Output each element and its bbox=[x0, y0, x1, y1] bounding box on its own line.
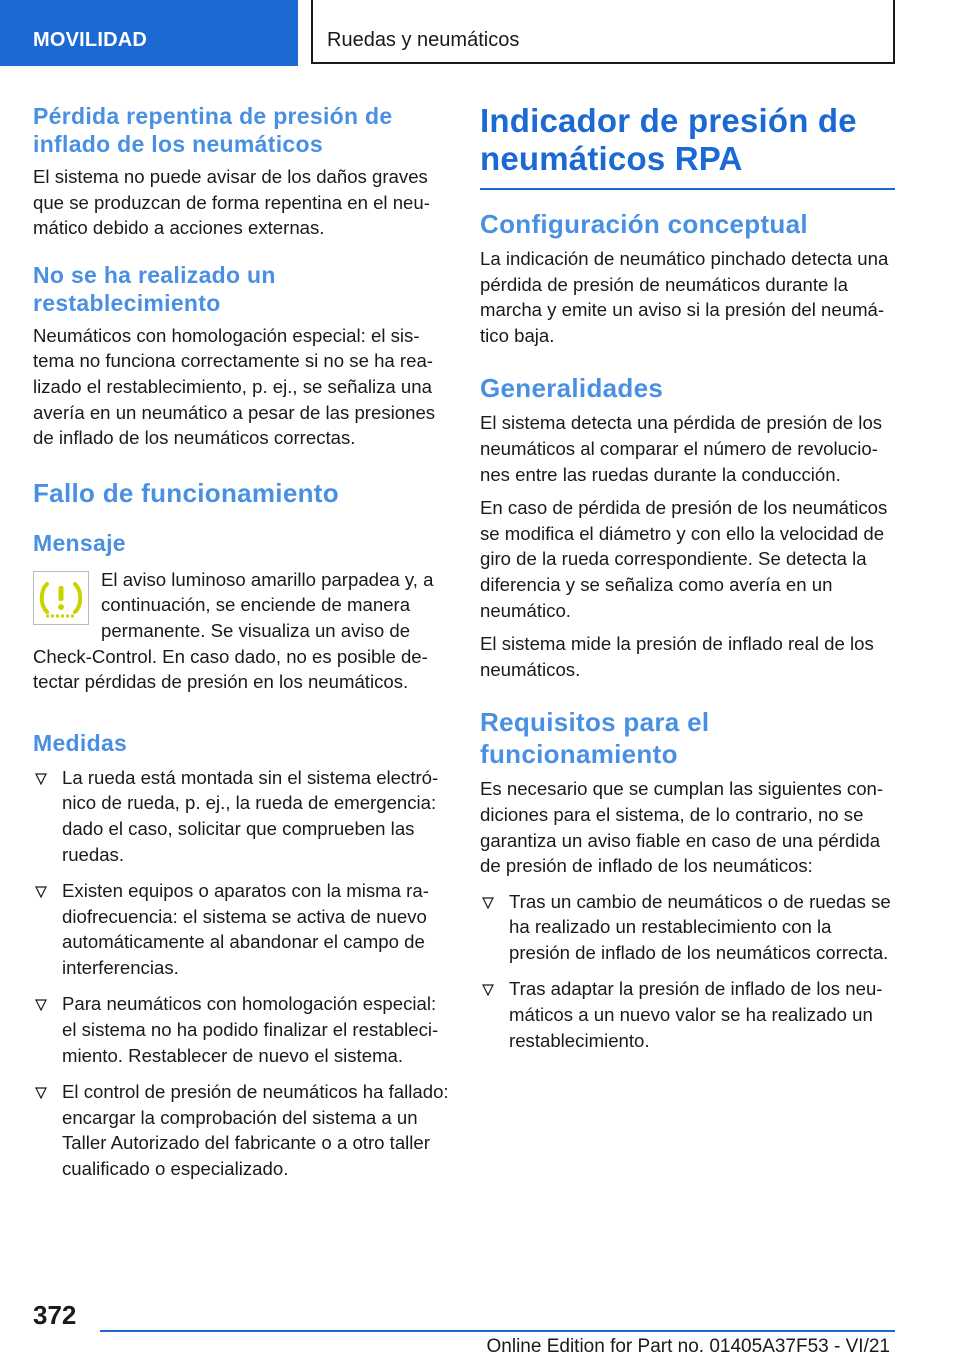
measure-text: Existen equipos o aparatos con la misma radiofrecuencia: el sistema se activa de nuevo automáticamente al abandonar el campo de interferencias. bbox=[62, 880, 429, 978]
page-header bbox=[0, 0, 960, 66]
text-message: El aviso luminoso amarillo parpadea y, a continuación, se enciende de manera permanente. Se visualiza un aviso de Check-Control. En caso dado, no es posible detectar pérdidas de presión en los neumáticos. bbox=[33, 568, 434, 693]
heading-concept: Configuración conceptual bbox=[480, 209, 808, 239]
left-column bbox=[33, 102, 449, 1193]
text-sudden-pressure-loss: El sistema no puede avisar de los daños graves que se produzcan de forma repentina en el neumático debido a acciones externas. bbox=[33, 166, 430, 239]
message-block bbox=[33, 567, 449, 695]
heading-measures: Medidas bbox=[33, 729, 128, 756]
footer-rule bbox=[100, 1330, 895, 1332]
requirement-text: Tras adaptar la presión de inflado de los neumáticos a un nuevo valor se ha realizado un restablecimiento. bbox=[509, 978, 883, 1051]
triangle-bullet-icon bbox=[35, 886, 47, 898]
heading-requirements: Requisitos para el funcionamiento bbox=[480, 707, 710, 770]
heading-no-reset: No se ha realizado un restablecimiento bbox=[33, 261, 276, 316]
chapter-title: Ruedas y neumáticos bbox=[311, 0, 895, 64]
page-number: 372 bbox=[33, 1300, 77, 1330]
text-requirements: Es necesario que se cumplan las siguientes condiciones para el sistema, de lo contrario, no se garantiza un aviso fiable en caso de una pérdida de presión de inflado de los neumáticos: bbox=[480, 778, 884, 877]
text-concept: La indicación de neumático pinchado detecta una pérdida de presión de neumáticos durante la marcha y emite un aviso si la presión del neumático baja. bbox=[480, 248, 889, 346]
tire-pressure-warning-icon bbox=[33, 571, 89, 625]
measure-text: La rueda está montada sin el sistema electrónico de rueda, p. ej., la rueda de emergencia: dado el caso, solicitar que comprueben las ruedas. bbox=[62, 766, 439, 865]
list-item bbox=[33, 1079, 449, 1181]
heading-general: Generalidades bbox=[480, 373, 664, 404]
triangle-bullet-icon bbox=[35, 773, 47, 785]
heading-sudden-pressure-loss: Pérdida repentina de presión de inflado de los neumáticos bbox=[33, 103, 393, 157]
list-item bbox=[33, 878, 449, 980]
title-rule bbox=[480, 188, 895, 190]
text-general-3: El sistema mide la presión de inflado real de los neumáticos. bbox=[480, 633, 874, 680]
list-item bbox=[33, 765, 449, 867]
triangle-bullet-icon bbox=[35, 1087, 47, 1099]
list-item bbox=[480, 889, 895, 966]
text-general-2: En caso de pérdida de presión de los neumáticos se modifica el diámetro y con ello la velocidad de giro de la rueda correspondiente. Se detecta la diferencia y se señaliza como avería en un neumático. bbox=[480, 497, 888, 621]
measures-list bbox=[33, 765, 449, 1182]
requirement-text: Tras un cambio de neumáticos o de ruedas se ha realizado un restablecimiento con la presión de inflado de los neumáticos correcta. bbox=[509, 890, 891, 963]
measure-text: El control de presión de neumáticos ha fallado: encargar la comprobación del sistema a un Taller Autorizado del fabricante o a otro taller cualificado o especializado. bbox=[62, 1081, 449, 1180]
list-item bbox=[33, 991, 449, 1068]
list-item bbox=[480, 976, 895, 1053]
measure-text: Para neumáticos con homologación especial: el sistema no ha podido finalizar el restablecimiento. Restablecer de nuevo el sistema. bbox=[62, 993, 439, 1066]
requirements-list bbox=[480, 889, 895, 1054]
main-title: Indicador de presión de neumáticos RPA bbox=[480, 102, 857, 177]
text-general-1: El sistema detecta una pérdida de presión de los neumáticos al comparar el número de revoluciones entre las ruedas durante la conducción. bbox=[480, 412, 883, 485]
triangle-bullet-icon bbox=[35, 999, 47, 1011]
triangle-bullet-icon bbox=[482, 897, 494, 909]
text-no-reset: Neumáticos con homologación especial: el sistema no funciona correctamente si no se ha realizado el restablecimiento, p. ej., se señaliza una avería en un neumático a pesar de las presiones de inflado de los neumáticos correctas. bbox=[33, 324, 436, 449]
right-column bbox=[480, 102, 895, 1064]
section-tab: MOVILIDAD bbox=[0, 0, 298, 66]
heading-message: Mensaje bbox=[33, 529, 126, 556]
heading-malfunction: Fallo de funcionamiento bbox=[33, 477, 339, 508]
triangle-bullet-icon bbox=[482, 984, 494, 996]
edition-text: Online Edition for Part no. 01405A37F53 - VI/21 bbox=[486, 1336, 890, 1357]
